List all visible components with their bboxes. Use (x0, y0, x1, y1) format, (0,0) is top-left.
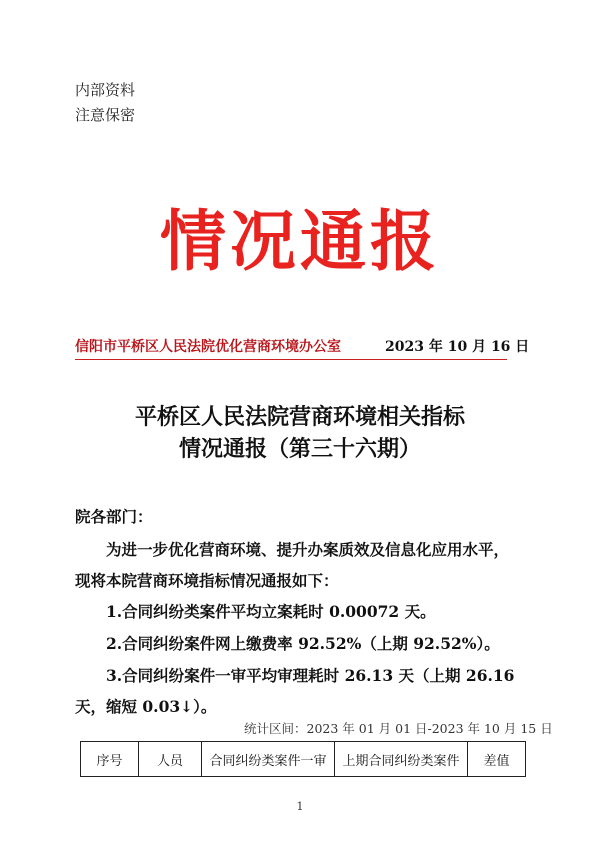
table-header-row (81, 742, 526, 777)
list-item-1: 1.合同纠纷类案件平均立案耗时 0.00072 天。 (106, 602, 436, 621)
confidential-label-internal: 内部资料 (75, 81, 136, 99)
document-title-line2: 情况通报（第三十六期） (178, 436, 421, 462)
confidential-label-secret: 注意保密 (75, 106, 136, 124)
page-number: 1 (296, 800, 304, 813)
salutation: 院各部门： (75, 507, 153, 526)
list-item-3-line1: 3.合同纠纷案件一审平均审理耗时 26.13 天（上期 26.16 (106, 666, 515, 685)
list-item-2: 2.合同纠纷案件网上缴费率 92.52%（上期 92.52%）。 (106, 634, 500, 653)
header-divider (75, 359, 507, 360)
table-header-cell: 差值 (468, 742, 526, 777)
issue-date: 2023 年 10 月 16 日 (385, 339, 530, 355)
indicator-table (80, 741, 526, 777)
intro-paragraph-line1: 为进一步优化营商环境、提升办案质效及信息化应用水平， (106, 540, 510, 559)
table-header-cell: 序号 (81, 742, 139, 777)
list-item-3-line2: 天，缩短 0.03↓）。 (75, 697, 217, 716)
document-title-line1: 平桥区人民法院营商环境相关指标 (134, 404, 465, 430)
table-header-cell: 合同纠纷类案件一审 (202, 742, 335, 777)
intro-paragraph-line2: 现将本院营商环境指标情况通报如下： (75, 571, 339, 590)
masthead-title: 情况通报 (160, 202, 440, 280)
issuer-name: 信阳市平桥区人民法院优化营商环境办公室 (75, 339, 341, 355)
statistics-range: 统计区间：2023 年 01 月 01 日-2023 年 10 月 15 日 (244, 721, 553, 736)
table-header-cell: 人员 (139, 742, 202, 777)
table-header-cell: 上期合同纠纷类案件 (335, 742, 468, 777)
